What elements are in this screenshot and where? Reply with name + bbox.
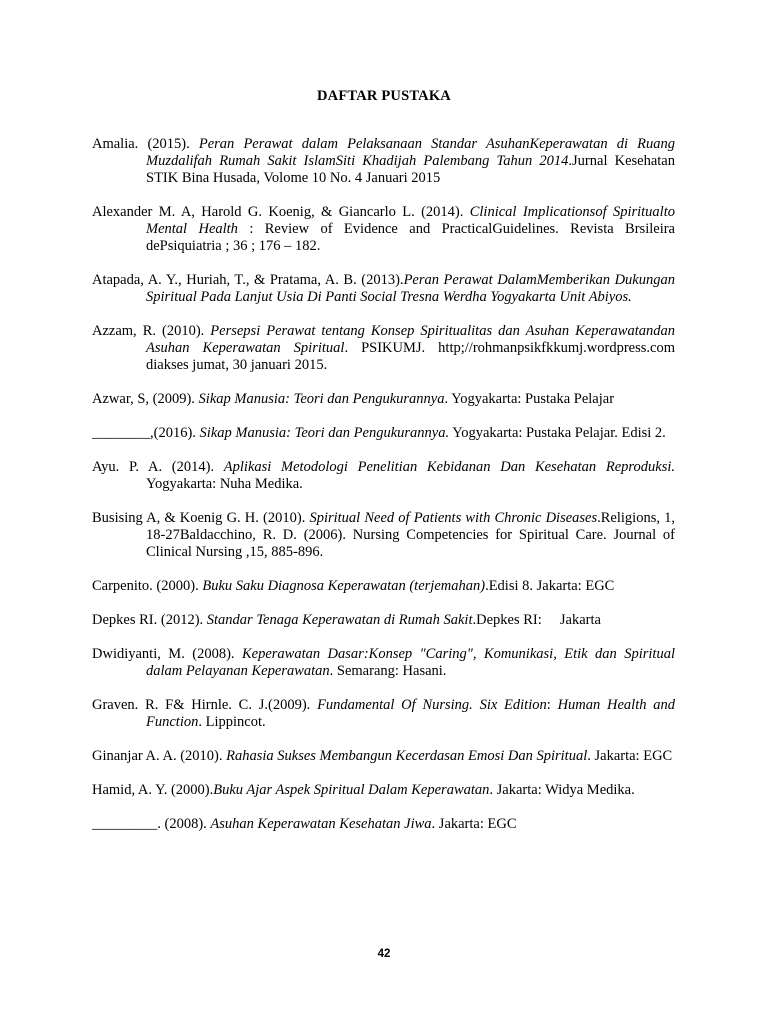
reference-item: Hamid, A. Y. (2000).Buku Ajar Aspek Spiritual Dalam Keperawatan. Jakarta: Widya Medika. [92,782,635,798]
reference-item: ________,(2016). Sikap Manusia: Teori dan Pengukurannya. Yogyakarta: Pustaka Pelajar. Edisi 2. [92,425,666,441]
reference-item: Graven. R. F& Hirnle. C. J.(2009). Fundamental Of Nursing. Six Edition: Human Health and Function. Lippincot. [92,697,676,730]
reference-item: _________. (2008). Asuhan Keperawatan Kesehatan Jiwa. Jakarta: EGC [92,816,517,832]
reference-item: Busising A, & Koenig G. H. (2010). Spiritual Need of Patients with Chronic Diseases.Religions, 1, 18-27Baldacchino, R. D. (2006). Nursing Competencies for Spiritual Care. Journal of Clinical Nursing ,15, 885-896. [92,510,675,560]
reference-item: Dwidiyanti, M. (2008). Keperawatan Dasar:Konsep "Caring", Komunikasi, Etik dan Spiritual dalam Pelayanan Keperawatan. Semarang: Hasani. [92,646,675,679]
reference-item: Atapada, A. Y., Huriah, T., & Pratama, A. B. (2013).Peran Perawat DalamMemberikan Dukungan Spiritual Pada Lanjut Usia Di Panti Social Tresna Werdha Yogyakarta Unit Abiyos. [92,272,675,305]
reference-item: Ginanjar A. A. (2010). Rahasia Sukses Membangun Kecerdasan Emosi Dan Spiritual. Jakarta: EGC [92,748,673,764]
reference-item: Carpenito. (2000). Buku Saku Diagnosa Keperawatan (terjemahan).Edisi 8. Jakarta: EGC [92,578,615,594]
reference-item: Ayu. P. A. (2014). Aplikasi Metodologi Penelitian Kebidanan Dan Kesehatan Reproduksi. Yogyakarta: Nuha Medika. [92,459,675,492]
page-title: DAFTAR PUSTAKA [317,88,451,104]
reference-list [92,136,675,850]
reference-item: Azzam, R. (2010). Persepsi Perawat tentang Konsep Spiritualitas dan Asuhan Keperawatandan Asuhan Keperawatan Spiritual. PSIKUMJ. http;//rohmanpsikfkkumj.wordpress.com diakses jumat, 30 januari 2015. [92,323,675,373]
reference-item: Depkes RI. (2012). Standar Tenaga Keperawatan di Rumah Sakit.Depkes RI: Jakarta [92,612,601,628]
reference-item: Azwar, S, (2009). Sikap Manusia: Teori dan Pengukurannya. Yogyakarta: Pustaka Pelajar [92,391,615,407]
reference-item: Amalia. (2015). Peran Perawat dalam Pelaksanaan Standar AsuhanKeperawatan di Ruang Muzdalifah Rumah Sakit IslamSiti Khadijah Palembang Tahun 2014.Jurnal Kesehatan STIK Bina Husada, Volome 10 No. 4 Januari 2015 [92,136,675,186]
page-number: 42 [377,948,391,960]
reference-item: Alexander M. A, Harold G. Koenig, & Giancarlo L. (2014). Clinical Implicationsof Spiritualto Mental Health : Review of Evidence and PracticalGuidelines. Revista Brsileira dePsiquiatria ; 36 ; 176 – 182. [92,204,675,254]
